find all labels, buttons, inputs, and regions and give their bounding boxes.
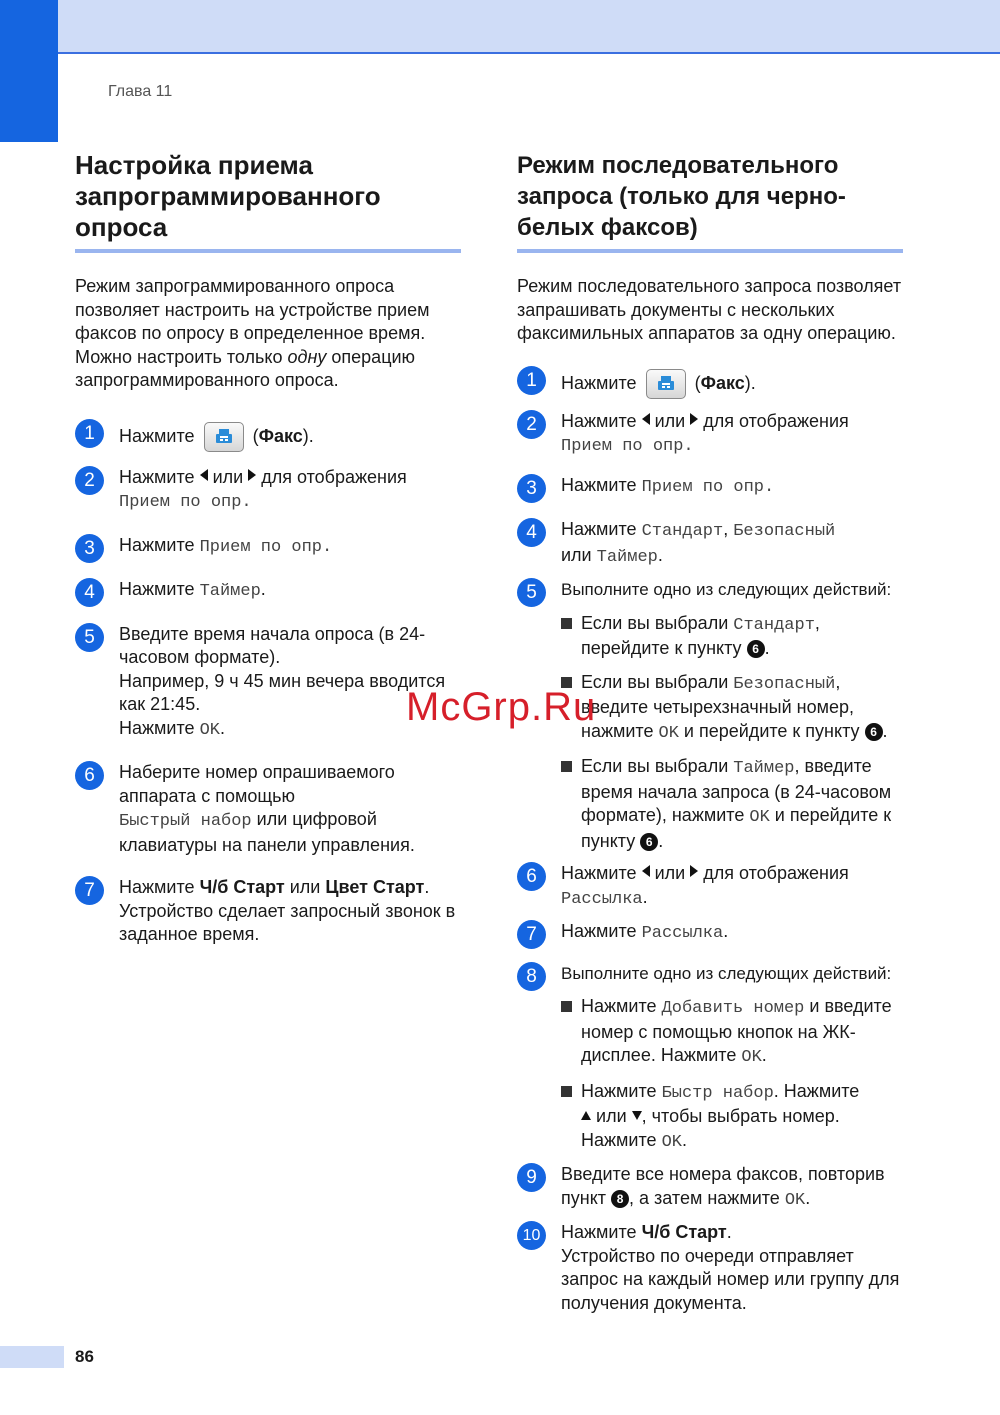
fax-icon bbox=[216, 429, 232, 443]
option-timer: Если вы выбрали Таймер, введите время начала запроса (в 24-часовом формате), нажмите OK и перейдите к пункту 6 . bbox=[561, 755, 903, 853]
bullet-square-icon bbox=[561, 761, 572, 772]
option-standard: Если вы выбрали Стандарт, перейдите к пункту 6 . bbox=[561, 612, 903, 661]
step-number-10: 10 bbox=[517, 1221, 546, 1250]
left-step-2: 2 Нажмите или для отображения Прием по опр. bbox=[75, 466, 461, 515]
right-step-6: 6 Нажмите или для отображения Рассылка. bbox=[517, 862, 903, 911]
step-number-9: 9 bbox=[517, 1163, 546, 1192]
right-step-2: 2 Нажмите или для отображения Прием по опр. bbox=[517, 410, 903, 459]
left-step-4: 4 Нажмите Таймер. bbox=[75, 578, 461, 604]
step-number-5: 5 bbox=[517, 578, 546, 607]
fax-button[interactable] bbox=[646, 369, 686, 399]
step-number-5: 5 bbox=[75, 623, 104, 652]
left-step-1: 1 Нажмите (Факс). bbox=[75, 419, 461, 453]
right-step-4: 4 Нажмите Стандарт, Безопасный или Таймер. bbox=[517, 518, 903, 569]
right-column bbox=[517, 150, 903, 1315]
bullet-square-icon bbox=[561, 1001, 572, 1012]
step-number-2: 2 bbox=[75, 466, 104, 495]
step-number-3: 3 bbox=[517, 474, 546, 503]
right-intro: Режим последовательного запроса позволяет запрашивать документы с нескольких факсимильных аппаратов за одну операцию. bbox=[517, 276, 902, 343]
down-arrow-icon bbox=[632, 1111, 642, 1120]
step-number-7: 7 bbox=[75, 876, 104, 905]
page-number-bar bbox=[0, 1346, 64, 1368]
top-header-band bbox=[0, 0, 1000, 54]
option-secure: Если вы выбрали Безопасный, введите четырехзначный номер, нажмите OK и перейдите к пункту 6 . bbox=[561, 671, 903, 746]
right-step-7: 7 Нажмите Рассылка. bbox=[517, 920, 903, 946]
left-column bbox=[75, 150, 461, 947]
left-intro: Режим запрограммированного опроса позволяет настроить на устройстве прием факсов по опросу в определенное время. Можно настроить только одну операцию запрограммированного опроса. bbox=[75, 276, 430, 390]
step-number-6: 6 bbox=[75, 761, 104, 790]
right-step-5: 5 Выполните одно из следующих действий: Если вы выбрали Стандарт, перейдите к пункту 6 . Если вы выбрали Безопасный, введите четырехзначный номер, нажмите OK и перейдите к пункту 6 . Если вы выбрали Таймер, введите время начала запроса (в 24-часовом формате), нажмите OK и перейдите к пункту 6 . bbox=[517, 578, 903, 853]
bullet-square-icon bbox=[561, 1086, 572, 1097]
step-number-4: 4 bbox=[517, 518, 546, 547]
right-step-1: 1 Нажмите (Факс). bbox=[517, 366, 903, 400]
option-add-number: Нажмите Добавить номер и введите номер с помощью кнопок на ЖК-дисплее. Нажмите OK. bbox=[561, 995, 903, 1070]
watermark: McGrp.Ru bbox=[406, 685, 597, 729]
left-section-title: Настройка приема запрограммированного опроса bbox=[75, 150, 461, 253]
chapter-tab bbox=[0, 0, 58, 142]
page-number: 86 bbox=[75, 1347, 94, 1366]
step-number-1: 1 bbox=[517, 366, 546, 395]
right-arrow-icon bbox=[248, 469, 256, 481]
right-step-10: 10 Нажмите Ч/б Старт. Устройство по очереди отправляет запрос на каждый номер или группу для получения документа. bbox=[517, 1221, 903, 1315]
left-arrow-icon bbox=[642, 865, 650, 877]
left-step-5: 5 Введите время начала опроса (в 24-часовом формате). Например, 9 ч 45 мин вечера вводится как 21:45. Нажмите OK. bbox=[75, 623, 461, 743]
option-speed-dial: Нажмите Быстр набор. Нажмите или , чтобы выбрать номер. Нажмите OK. bbox=[561, 1080, 903, 1155]
left-step-3: 3 Нажмите Прием по опр. bbox=[75, 534, 461, 560]
left-arrow-icon bbox=[200, 469, 208, 481]
right-arrow-icon bbox=[690, 413, 698, 425]
right-section-title: Режим последовательного запроса (только для черно-белых факсов) bbox=[517, 150, 903, 253]
right-arrow-icon bbox=[690, 865, 698, 877]
step-number-4: 4 bbox=[75, 578, 104, 607]
right-step-8: 8 Выполните одно из следующих действий: Нажмите Добавить номер и введите номер с помощью кнопок на ЖК-дисплее. Нажмите OK. Нажмите Быстр набор. Нажмите или , чтобы выбрать номер. Нажмите OK. bbox=[517, 962, 903, 1155]
step-number-7: 7 bbox=[517, 920, 546, 949]
left-arrow-icon bbox=[642, 413, 650, 425]
fax-icon bbox=[658, 376, 674, 390]
up-arrow-icon bbox=[581, 1111, 591, 1120]
right-step-9: 9 Введите все номера факсов, повторив пункт 8 , а затем нажмите OK. bbox=[517, 1163, 903, 1212]
step-number-6: 6 bbox=[517, 862, 546, 891]
step-number-2: 2 bbox=[517, 410, 546, 439]
right-step-3: 3 Нажмите Прием по опр. bbox=[517, 474, 903, 500]
step-number-8: 8 bbox=[517, 962, 546, 991]
bullet-square-icon bbox=[561, 618, 572, 629]
left-step-7: 7 Нажмите Ч/б Старт или Цвет Старт. Устройство сделает запросный звонок в заданное время. bbox=[75, 876, 461, 947]
step-number-1: 1 bbox=[75, 419, 104, 448]
fax-button[interactable] bbox=[204, 422, 244, 452]
chapter-label: Глава 11 bbox=[108, 83, 173, 100]
step-number-3: 3 bbox=[75, 534, 104, 563]
left-step-6: 6 Наберите номер опрашиваемого аппарата с помощью Быстрый набор или цифровой клавиатуры на панели управления. bbox=[75, 761, 461, 857]
